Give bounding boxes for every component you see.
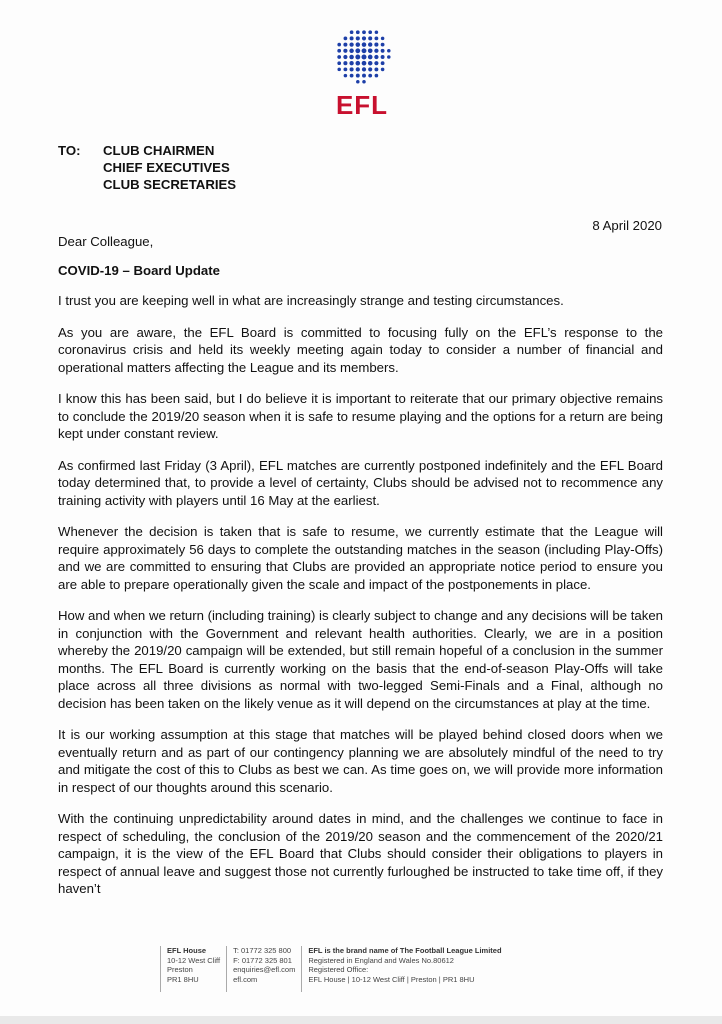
logo-dot — [374, 55, 378, 59]
logo-dot — [355, 55, 360, 60]
letter-body — [58, 292, 663, 912]
logo-dot — [356, 67, 360, 71]
recipient-line: CLUB CHAIRMEN — [103, 143, 215, 158]
letter-footer — [160, 946, 508, 992]
paragraph: I know this has been said, but I do believe it is important to reiterate that our primary objective remains to conclude the 2019/20 season when it is safe to resume playing and the options for a return are being kept under constant review. — [58, 391, 663, 441]
logo-dot — [362, 67, 366, 71]
logo-dot — [381, 37, 385, 41]
letter-date: 8 April 2020 — [592, 218, 662, 233]
logo-dot — [362, 42, 367, 47]
footer-legal-line: Registered in England and Wales No.80612 — [308, 955, 454, 965]
footer-address — [160, 946, 226, 992]
logo-dot — [356, 42, 361, 47]
logo-dot — [374, 43, 378, 47]
recipient-line: CHIEF EXECUTIVES — [103, 160, 230, 175]
logo-dot — [374, 36, 378, 40]
logo-dot — [374, 49, 378, 53]
paragraph: How and when we return (including training) is clearly subject to change and any decisions will be taken in conjunction with the Government and relevant health authorities. Clearly, we are in a position whereby the 2019/20 campaign will be extended, but still remain hopeful of a conclusion in the summer months. The EFL Board is currently working on the basis that the end-of-season Play-Offs will take place across all three divisions as normal with two-legged Semi-Finals and a Final, although no decision has been taken on the likely venue as it will depend on the circumstances at play at the time. — [58, 608, 663, 711]
logo-dot — [343, 43, 347, 47]
logo-dot — [368, 74, 372, 78]
logo-dot — [381, 68, 385, 72]
footer-legal-line: EFL is the brand name of The Football League Limited — [308, 946, 502, 955]
efl-ball-logo-icon — [330, 24, 394, 88]
footer-address-line: 10-12 West Cliff — [167, 955, 221, 965]
logo-dot — [362, 30, 366, 34]
logo-dot — [337, 49, 341, 53]
footer-address-line: EFL House — [167, 946, 207, 955]
logo-dot — [356, 80, 360, 84]
footer-contact — [226, 946, 301, 992]
footer-phone: T: 01772 325 800 — [233, 946, 292, 955]
logo-dot — [374, 67, 378, 71]
logo-dot — [350, 67, 354, 71]
logo-dot — [368, 48, 373, 53]
logo-dot — [381, 61, 385, 65]
letter-subject: COVID-19 – Board Update — [58, 263, 220, 278]
logo-dot — [381, 43, 385, 47]
paragraph: As confirmed last Friday (3 April), EFL matches are currently postponed indefinitely and the EFL Board today determined that, to provide a level of certainty, Clubs should be advised not to recommence any training activity with players until 16 May at the earliest. — [58, 457, 663, 508]
logo-dot — [387, 49, 391, 53]
logo-dot — [356, 74, 360, 78]
logo-dot — [368, 67, 372, 71]
footer-legal-line: Registered Office: — [308, 965, 369, 974]
logo-dot — [343, 67, 347, 71]
logo-dot — [337, 68, 341, 72]
logo-dot — [381, 55, 385, 59]
to-label: TO: — [58, 143, 81, 158]
logo-text: EFL — [335, 90, 389, 120]
logo-dot — [344, 74, 348, 78]
logo-dot — [355, 48, 360, 53]
logo-dot — [337, 61, 341, 65]
logo-dot — [368, 61, 372, 65]
logo-dot — [350, 30, 354, 34]
footer-address-line: Preston — [167, 965, 193, 974]
footer-legal-line: EFL House | 10-12 West Cliff | Preston | PR1 8HU — [308, 974, 475, 984]
paragraph: It is our working assumption at this stage that matches will be played behind closed doors when we eventually return and as part of our contingency planning we are absolutely mindful of the need to try and mitigate the cost of this to Clubs as best we can. As time goes on, we will provide more information in respect of our thoughts around this scenario. — [58, 727, 663, 795]
logo-dot — [356, 30, 360, 34]
logo-dot — [356, 36, 360, 40]
logo-dot — [350, 36, 354, 40]
logo-dot — [344, 37, 348, 41]
logo-dot — [375, 30, 379, 34]
logo-dot — [368, 30, 372, 34]
salutation: Dear Colleague, — [58, 234, 154, 249]
logo-dot — [349, 42, 353, 46]
logo-dot — [349, 49, 354, 54]
logo-dot — [362, 48, 367, 53]
logo-dot — [362, 74, 366, 78]
logo-dot — [349, 55, 354, 60]
paragraph: Whenever the decision is taken that is safe to resume, we currently estimate that the League will require approximately 56 days to complete the outstanding matches in the season (including Play-Offs) and we are committed to ensuring that Clubs are provided an appropriate notice period to ensure you are able to prepare operationally given the scale and impact of the postponements in place. — [58, 524, 663, 592]
paragraph: As you are aware, the EFL Board is committed to focusing fully on the EFL’s response to the coronavirus crisis and held its weekly meeting again today to consider a number of financial and operational matters affecting the League and its members. — [58, 324, 663, 375]
footer-fax: F: 01772 325 801 — [233, 955, 292, 965]
logo-dot — [362, 80, 366, 84]
logo-dot — [343, 55, 347, 59]
efl-logo — [330, 24, 394, 124]
paragraph: I trust you are keeping well in what are increasingly strange and testing circumstances. — [58, 293, 564, 308]
logo-dot — [343, 61, 347, 65]
logo-dot — [355, 61, 360, 66]
footer-legal — [301, 946, 507, 992]
logo-dot — [368, 42, 372, 46]
logo-dot — [368, 55, 373, 60]
footer-website-link[interactable]: efl.com — [233, 974, 258, 984]
recipient-line: CLUB SECRETARIES — [103, 177, 237, 192]
logo-dot — [374, 61, 378, 65]
logo-dot — [387, 55, 391, 59]
footer-address-line: PR1 8HU — [167, 974, 199, 984]
footer-email-link[interactable]: enquiries@efl.com — [233, 965, 296, 974]
logo-dot — [337, 55, 341, 59]
logo-dot — [343, 49, 347, 53]
paragraph: With the continuing unpredictability around dates in mind, and the challenges we continue to face in respect of scheduling, the conclusion of the 2019/20 season and the commencement of the 2020/21 campaign, it is the view of the EFL Board that Clubs should consider their obligations to players in respect of annual leave and suggest those not currently furloughed be instructed to take time off, if they haven’t — [58, 811, 663, 896]
logo-dot — [349, 61, 353, 65]
logo-dot — [362, 61, 367, 66]
logo-dot — [361, 54, 366, 59]
logo-dot — [368, 36, 372, 40]
logo-dot — [375, 74, 379, 78]
logo-dot — [350, 74, 354, 78]
logo-dot — [381, 49, 385, 53]
logo-dot — [337, 43, 341, 47]
logo-dot — [362, 36, 366, 40]
